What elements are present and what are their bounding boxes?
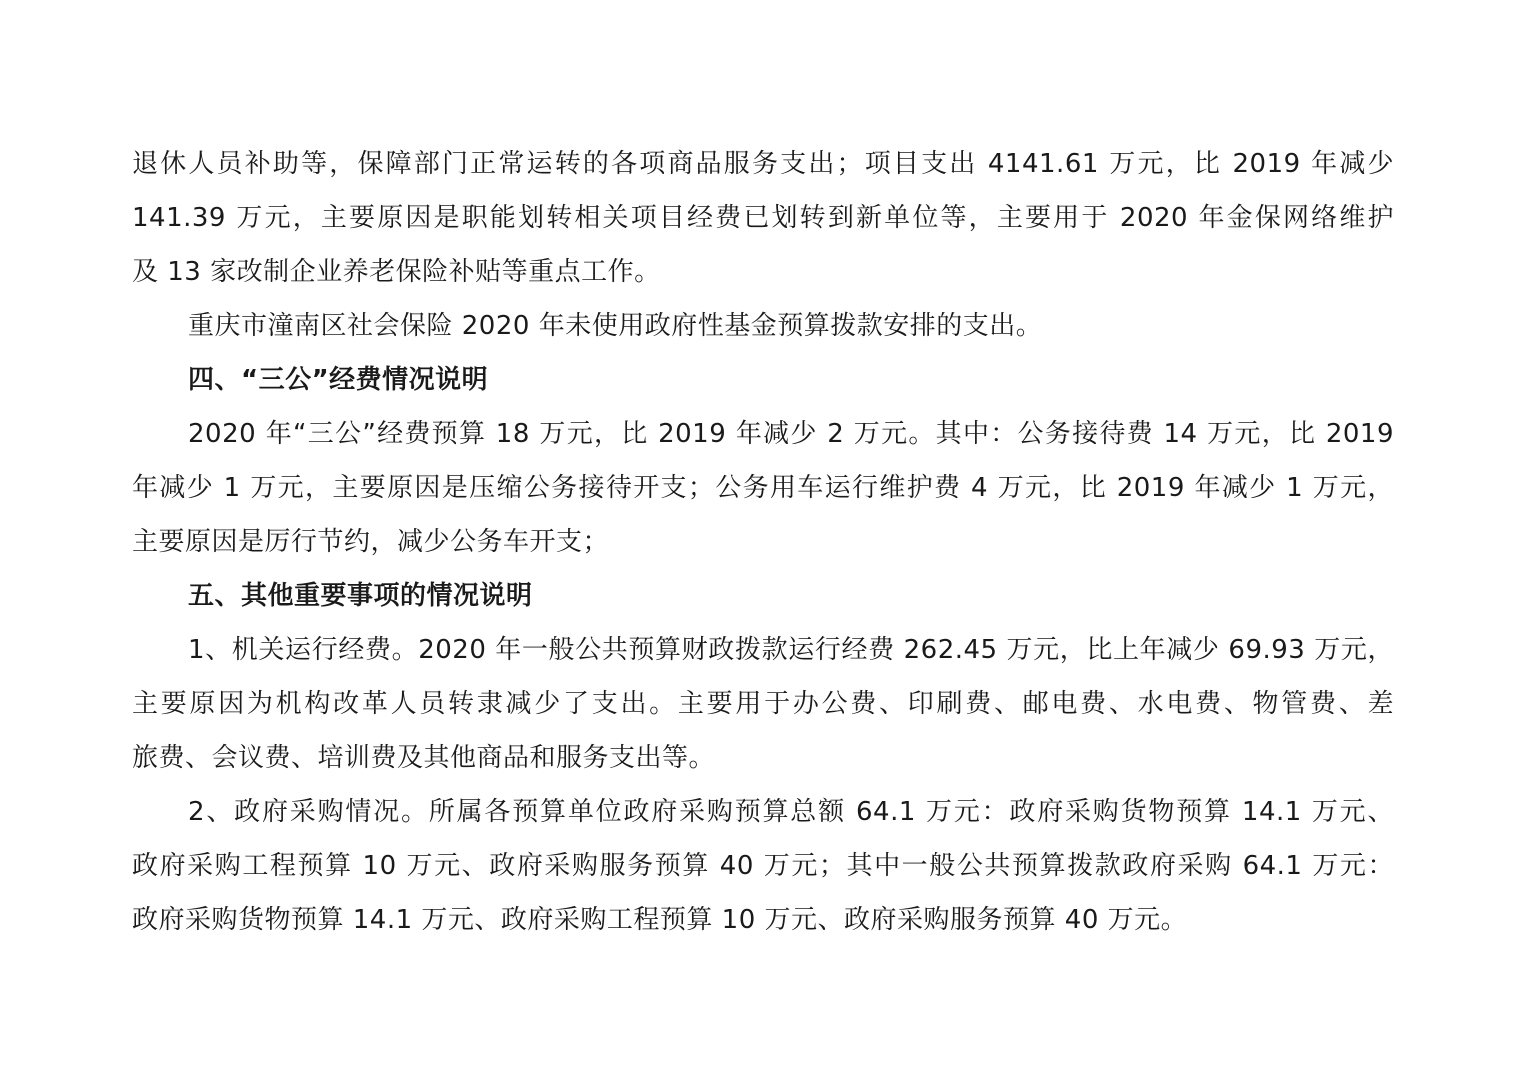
text-line: 政府采购货物预算 14.1 万元、政府采购工程预算 10 万元、政府采购服务预算 40 万元。 xyxy=(132,905,1188,935)
text-line: 1、机关运行经费。2020 年一般公共预算财政拨款运行经费 262.45 万元，比上年减少 69.93 万元， xyxy=(188,635,1394,665)
paragraph-government-fund xyxy=(132,299,1394,353)
section-heading-three-public: 四、“三公”经费情况说明 xyxy=(188,365,489,395)
text-line: 2020 年“三公”经费预算 18 万元，比 2019 年减少 2 万元。其中：公务接待费 14 万元，比 2019 xyxy=(188,419,1394,449)
paragraph-operating-funds xyxy=(132,623,1394,785)
text-line: 主要原因为机构改革人员转隶减少了支出。主要用于办公费、印刷费、邮电费、水电费、物管费、差 xyxy=(132,689,1394,719)
text-line: 旅费、会议费、培训费及其他商品和服务支出等。 xyxy=(132,743,716,773)
text-line: 重庆市潼南区社会保险 2020 年未使用政府性基金预算拨款安排的支出。 xyxy=(188,311,1043,341)
text-line: 政府采购工程预算 10 万元、政府采购服务预算 40 万元；其中一般公共预算拨款政府采购 64.1 万元： xyxy=(132,851,1394,881)
document-page xyxy=(132,137,1394,947)
text-line: 年减少 1 万元，主要原因是压缩公务接待开支；公务用车运行维护费 4 万元，比 2019 年减少 1 万元， xyxy=(132,473,1394,503)
text-line: 退休人员补助等，保障部门正常运转的各项商品服务支出；项目支出 4141.61 万元，比 2019 年减少 xyxy=(132,149,1394,179)
section-heading-other-matters: 五、其他重要事项的情况说明 xyxy=(188,581,533,611)
paragraph-budget-expenditure xyxy=(132,137,1394,299)
text-line: 2、政府采购情况。所属各预算单位政府采购预算总额 64.1 万元：政府采购货物预算 14.1 万元、 xyxy=(188,797,1394,827)
text-line: 主要原因是厉行节约，减少公务车开支； xyxy=(132,527,610,557)
text-line: 141.39 万元，主要原因是职能划转相关项目经费已划转到新单位等，主要用于 2020 年金保网络维护 xyxy=(132,203,1394,233)
paragraph-procurement xyxy=(132,785,1394,947)
text-line: 及 13 家改制企业养老保险补贴等重点工作。 xyxy=(132,257,661,287)
paragraph-three-public-funds xyxy=(132,407,1394,569)
